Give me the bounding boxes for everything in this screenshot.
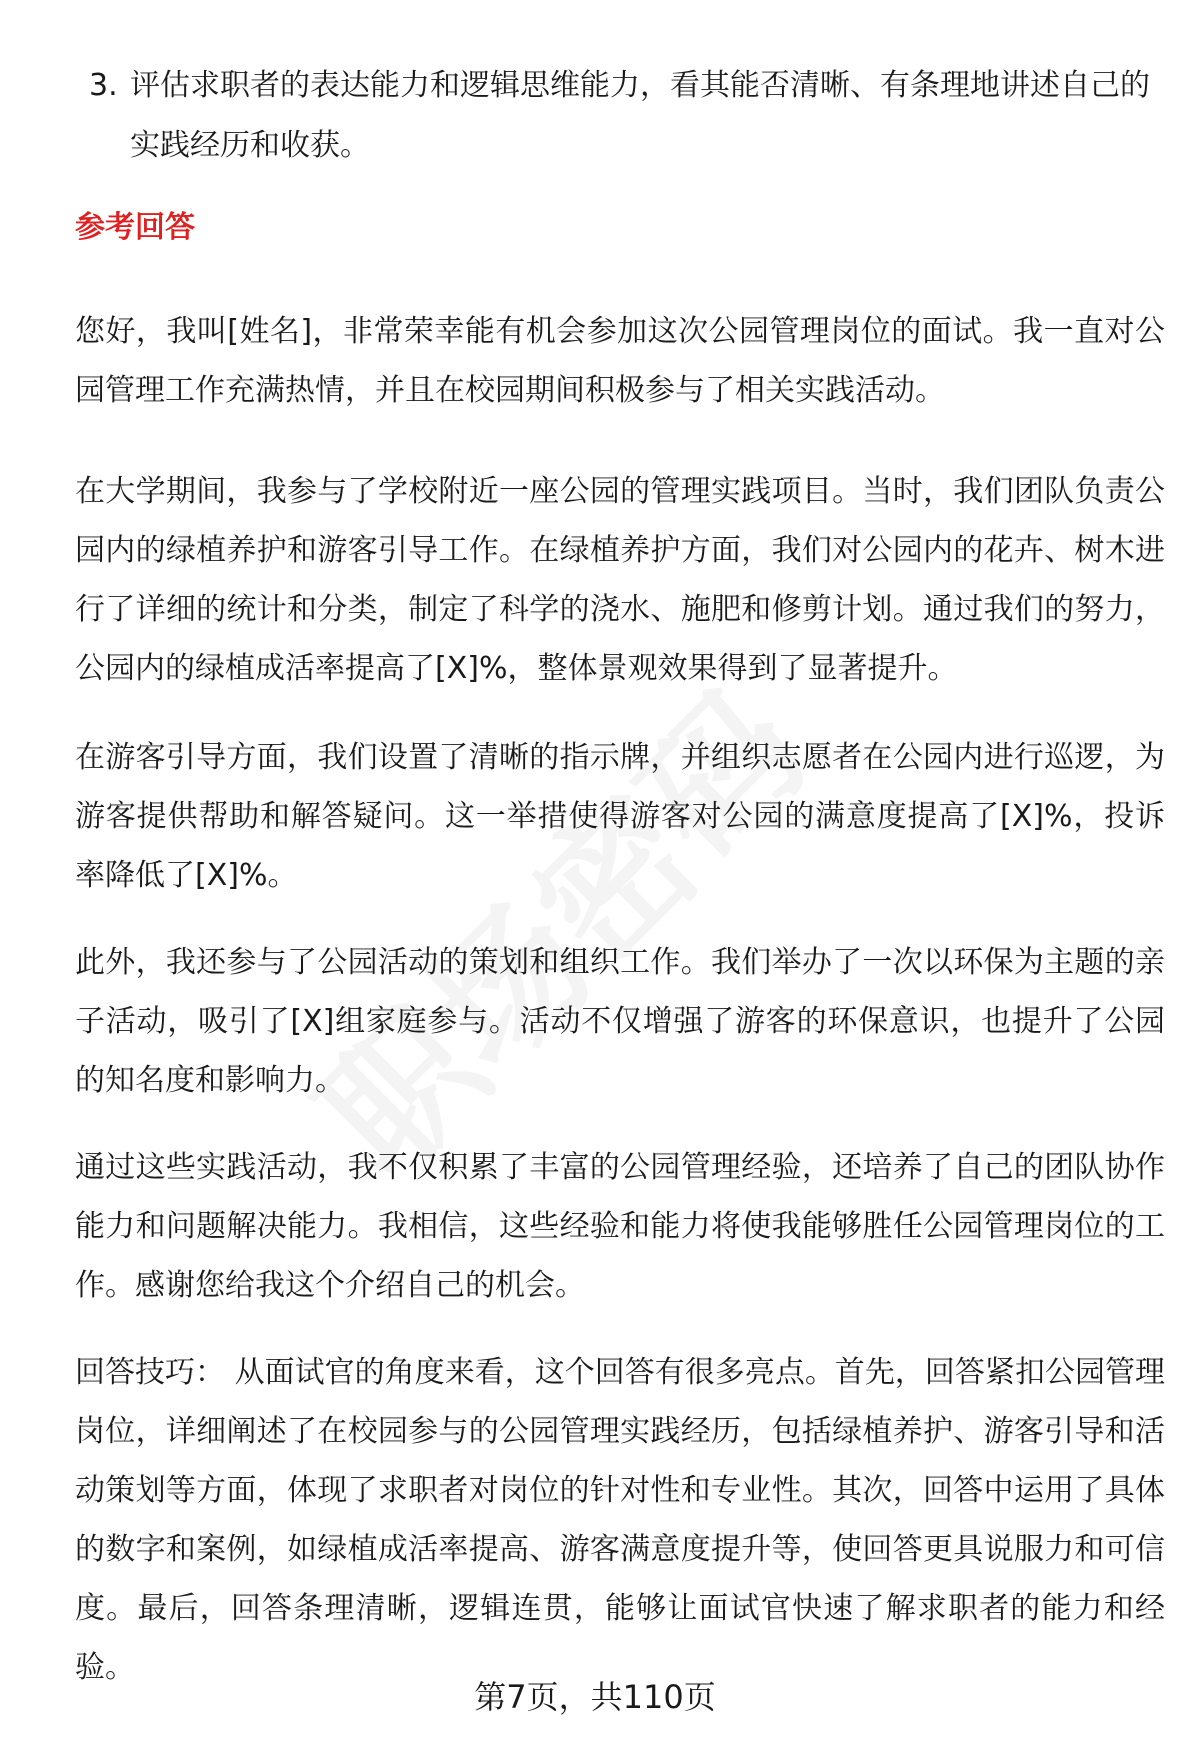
paragraph-activities: 此外，我还参与了公园活动的策划和组织工作。我们举办了一次以环保为主题的亲子活动，吸引了[X]组家庭参与。活动不仅增强了游客的环保意识，也提升了公园的知名度和影响力。	[75, 945, 1165, 1098]
paragraph-conclusion: 通过这些实践活动，我不仅积累了丰富的公园管理经验，还培养了自己的团队协作能力和问题解决能力。我相信，这些经验和能力将使我能够胜任公园管理岗位的工作。感谢您给我这个介绍自己的机会。	[75, 1150, 1165, 1303]
paragraph-intro: 您好，我叫[姓名]，非常荣幸能有机会参加这次公园管理岗位的面试。我一直对公园管理工作充满热情，并且在校园期间积极参与了相关实践活动。	[75, 314, 1165, 408]
list-item-number: 3.	[89, 68, 118, 103]
page-number-footer: 第7页，共110页	[474, 1678, 716, 1716]
section-heading: 参考回答	[75, 210, 195, 245]
list-item-text: 评估求职者的表达能力和逻辑思维能力，看其能否清晰、有条理地讲述自己的实践经历和收获。	[130, 68, 1150, 163]
paragraph-visitor-guidance: 在游客引导方面，我们设置了清晰的指示牌，并组织志愿者在公园内进行巡逻，为游客提供帮助和解答疑问。这一举措使得游客对公园的满意度提高了[X]%，投诉率降低了[X]%。	[75, 740, 1165, 893]
paragraph-greenery: 在大学期间，我参与了学校附近一座公园的管理实践项目。当时，我们团队负责公园内的绿植养护和游客引导工作。在绿植养护方面，我们对公园内的花卉、树木进行了详细的统计和分类，制定了科学的浇水、施肥和修剪计划。通过我们的努力，公园内的绿植成活率提高了[X]%，整体景观效果得到了显著提升。	[75, 474, 1165, 686]
list-item	[75, 56, 1165, 176]
paragraph-answer-tips: 回答技巧： 从面试官的角度来看，这个回答有很多亮点。首先，回答紧扣公园管理岗位，详细阐述了在校园参与的公园管理实践经历，包括绿植养护、游客引导和活动策划等方面，体现了求职者对岗位的针对性和专业性。其次，回答中运用了具体的数字和案例，如绿植成活率提高、游客满意度提升等，使回答更具说服力和可信度。最后，回答条理清晰，逻辑连贯，能够让面试官快速了解求职者的能力和经验。	[75, 1355, 1165, 1685]
